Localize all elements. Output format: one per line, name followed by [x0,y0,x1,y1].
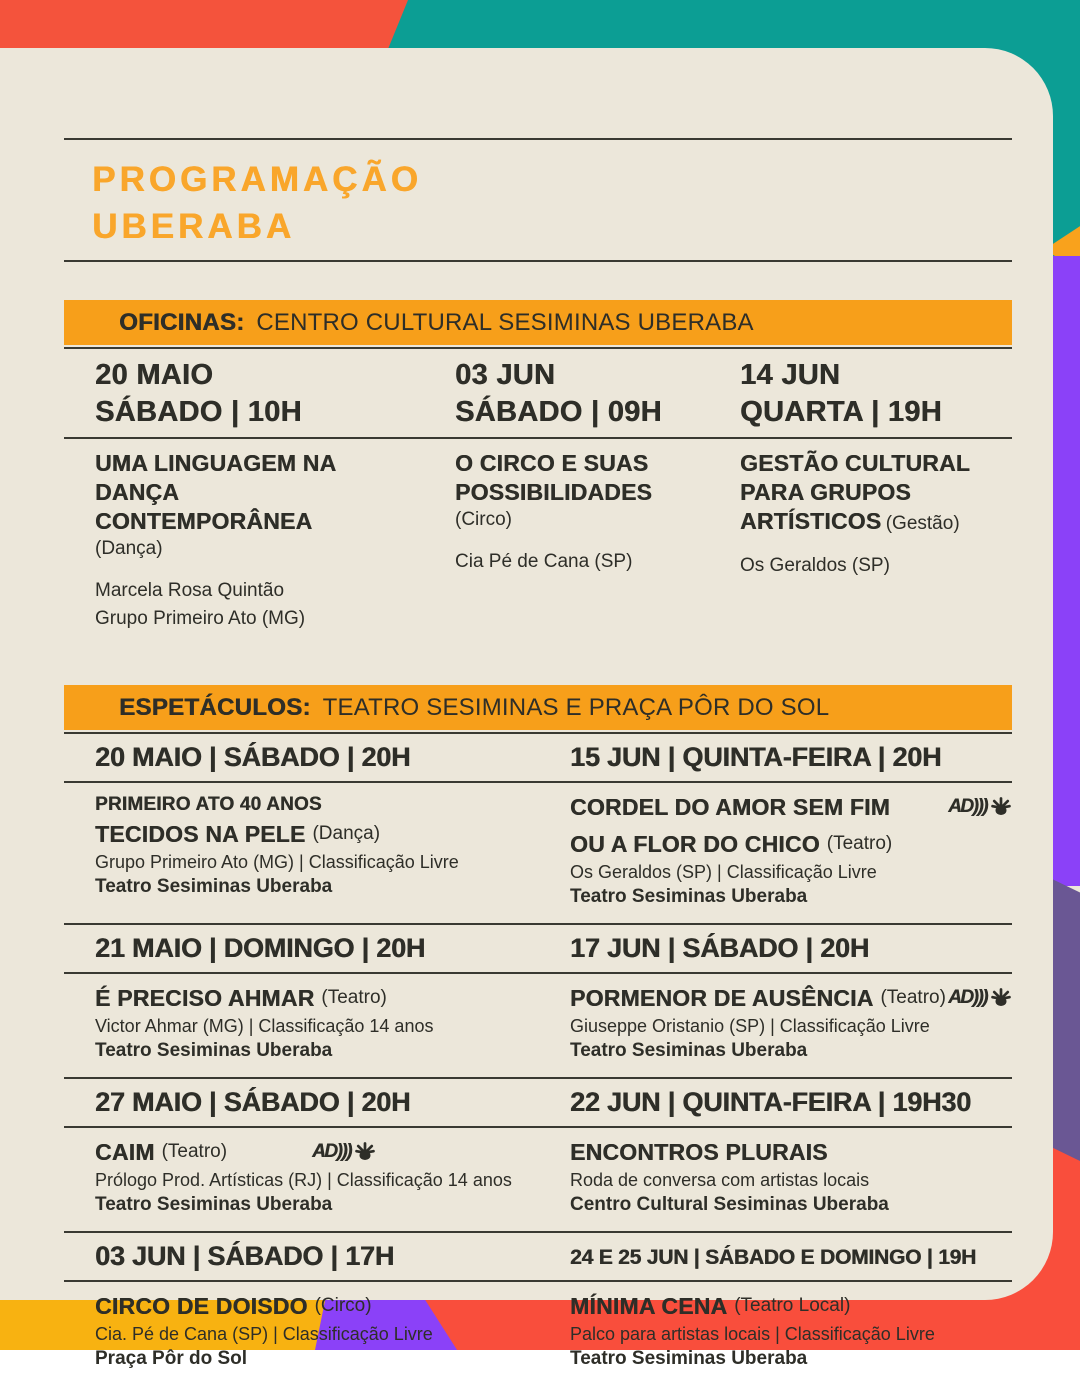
show-category: (Circo) [314,1295,372,1316]
show-body-row [95,974,1012,1077]
espetaculos-header-label: ESPETÁCULOS: [119,693,311,721]
oficina-date: 20 MAIO SÁBADO | 10H [95,359,302,428]
show-category: (Teatro) [880,987,946,1008]
show-item [570,984,1012,1063]
show-date: 22 JUN | QUINTA-FEIRA | 19H30 [570,1087,971,1117]
decor-right-muted-purple-shape [1050,878,1080,1168]
libras-hand-icon [990,987,1012,1009]
page-title-line1: PROGRAMAÇÃO [92,160,422,199]
audio-description-icon: AD))) [312,1141,351,1162]
show-date: 20 MAIO | SÁBADO | 20H [95,742,411,772]
show-date: 21 MAIO | DOMINGO | 20H [95,933,426,963]
page-title [92,156,1053,250]
show-title: CAIM [95,1139,155,1165]
show-credit: Roda de conversa com artistas locais [570,1170,870,1190]
oficinas-header-label: OFICINAS: [119,308,245,336]
oficina-category: (Dança) [95,538,163,559]
espetaculos-header-bar [64,685,1012,730]
show-title: É PRECISO AHMAR [95,985,315,1011]
oficina-date: 14 JUN QUARTA | 19H [740,359,942,428]
show-date: 24 E 25 JUN | SÁBADO E DOMINGO | 19H [570,1246,976,1269]
show-item [95,1292,570,1371]
show-category: (Teatro) [161,1141,228,1162]
show-category: (Teatro Local) [734,1295,851,1316]
show-date: 03 JUN | SÁBADO | 17H [95,1241,394,1271]
show-item [570,1292,1012,1371]
show-body-row [95,1128,1012,1231]
show-credit: Cia. Pé de Cana (SP) | Classificação Livre [95,1324,433,1344]
show-title: OU A FLOR DO CHICO [570,831,820,857]
show-venue: Teatro Sesiminas Uberaba [570,886,808,907]
oficina-item [740,449,1012,633]
show-credit: Os Geraldos (SP) | Classificação Livre [570,862,877,882]
oficina-title: O CIRCO E SUAS POSSIBILIDADES [455,450,653,505]
show-item [570,793,1012,909]
show-category: (Dança) [312,823,381,844]
libras-hand-icon [990,796,1012,818]
decor-right-purple-shape [1050,256,1080,886]
show-venue: Teatro Sesiminas Uberaba [570,1348,808,1369]
show-venue: Centro Cultural Sesiminas Uberaba [570,1194,889,1215]
show-item [570,1138,1012,1217]
divider [64,260,1012,262]
espetaculos-header-venue: TEATRO SESIMINAS E PRAÇA PÔR DO SOL [322,693,830,721]
show-date: 17 JUN | SÁBADO | 20H [570,933,869,963]
show-title: TECIDOS NA PELE [95,821,306,847]
program-card [0,48,1053,1369]
show-category: (Teatro) [826,833,893,854]
show-item [95,984,570,1063]
oficina-item [95,449,455,633]
audio-description-icon: AD))) [948,796,987,817]
show-venue: Teatro Sesiminas Uberaba [95,876,333,897]
show-credit: Prólogo Prod. Artísticas (RJ) | Classificação 14 anos [95,1170,512,1190]
show-venue: Praça Pôr do Sol [95,1348,248,1369]
oficina-item [455,449,740,633]
accessibility-icons [312,1141,376,1163]
oficina-title: GESTÃO CULTURAL PARA GRUPOS ARTÍSTICOS [740,450,970,534]
show-credit: Victor Ahmar (MG) | Classificação 14 anos [95,1016,434,1036]
show-dates-row [95,1233,1012,1280]
show-venue: Teatro Sesiminas Uberaba [95,1194,333,1215]
show-date: 15 JUN | QUINTA-FEIRA | 20H [570,742,942,772]
show-title: PORMENOR DE AUSÊNCIA [570,985,874,1011]
show-dates-row [95,734,1012,781]
show-item [95,793,570,909]
audio-description-icon: AD))) [948,987,987,1008]
oficina-date: 03 JUN SÁBADO | 09H [455,359,662,428]
oficina-artists: Cia Pé de Cana (SP) [455,551,633,572]
libras-hand-icon [354,1141,376,1163]
oficina-category: (Circo) [455,509,512,530]
show-credit: Palco para artistas locais | Classificação Livre [570,1324,935,1344]
divider [64,138,1012,140]
accessibility-icons [948,987,1012,1009]
decor-top-red-shape [0,0,408,50]
show-credit: Grupo Primeiro Ato (MG) | Classificação Livre [95,852,459,872]
show-title: MÍNIMA CENA [570,1293,728,1319]
accessibility-icons [948,796,1012,818]
show-body-row [95,783,1012,923]
show-dates-row [95,1079,1012,1126]
oficinas-header-venue: CENTRO CULTURAL SESIMINAS UBERABA [256,308,754,336]
show-item [95,1138,570,1217]
show-title: ENCONTROS PLURAIS [570,1139,828,1165]
show-title: CIRCO DE DOISDO [95,1293,308,1319]
show-body-row [95,1282,1012,1385]
show-title: CORDEL DO AMOR SEM FIM [570,794,891,820]
show-dates-row [95,925,1012,972]
oficina-artists: Marcela Rosa Quintão Grupo Primeiro Ato (MG) [95,580,306,629]
show-venue: Teatro Sesiminas Uberaba [95,1040,333,1061]
oficina-artists: Os Geraldos (SP) [740,555,890,576]
show-date: 27 MAIO | SÁBADO | 20H [95,1087,411,1117]
oficinas-dates-row [95,349,1012,437]
oficina-title: UMA LINGUAGEM NA DANÇA CONTEMPORÂNEA [95,450,336,534]
page-title-line2: UBERABA [92,207,295,246]
show-kicker: PRIMEIRO ATO 40 ANOS [95,794,322,815]
oficinas-body-row [95,439,1012,647]
show-category: (Teatro) [321,987,387,1008]
show-venue: Teatro Sesiminas Uberaba [570,1040,808,1061]
oficina-category: (Gestão) [885,513,960,534]
show-credit: Giuseppe Oristanio (SP) | Classificação Livre [570,1016,930,1036]
oficinas-header-bar [64,300,1012,345]
